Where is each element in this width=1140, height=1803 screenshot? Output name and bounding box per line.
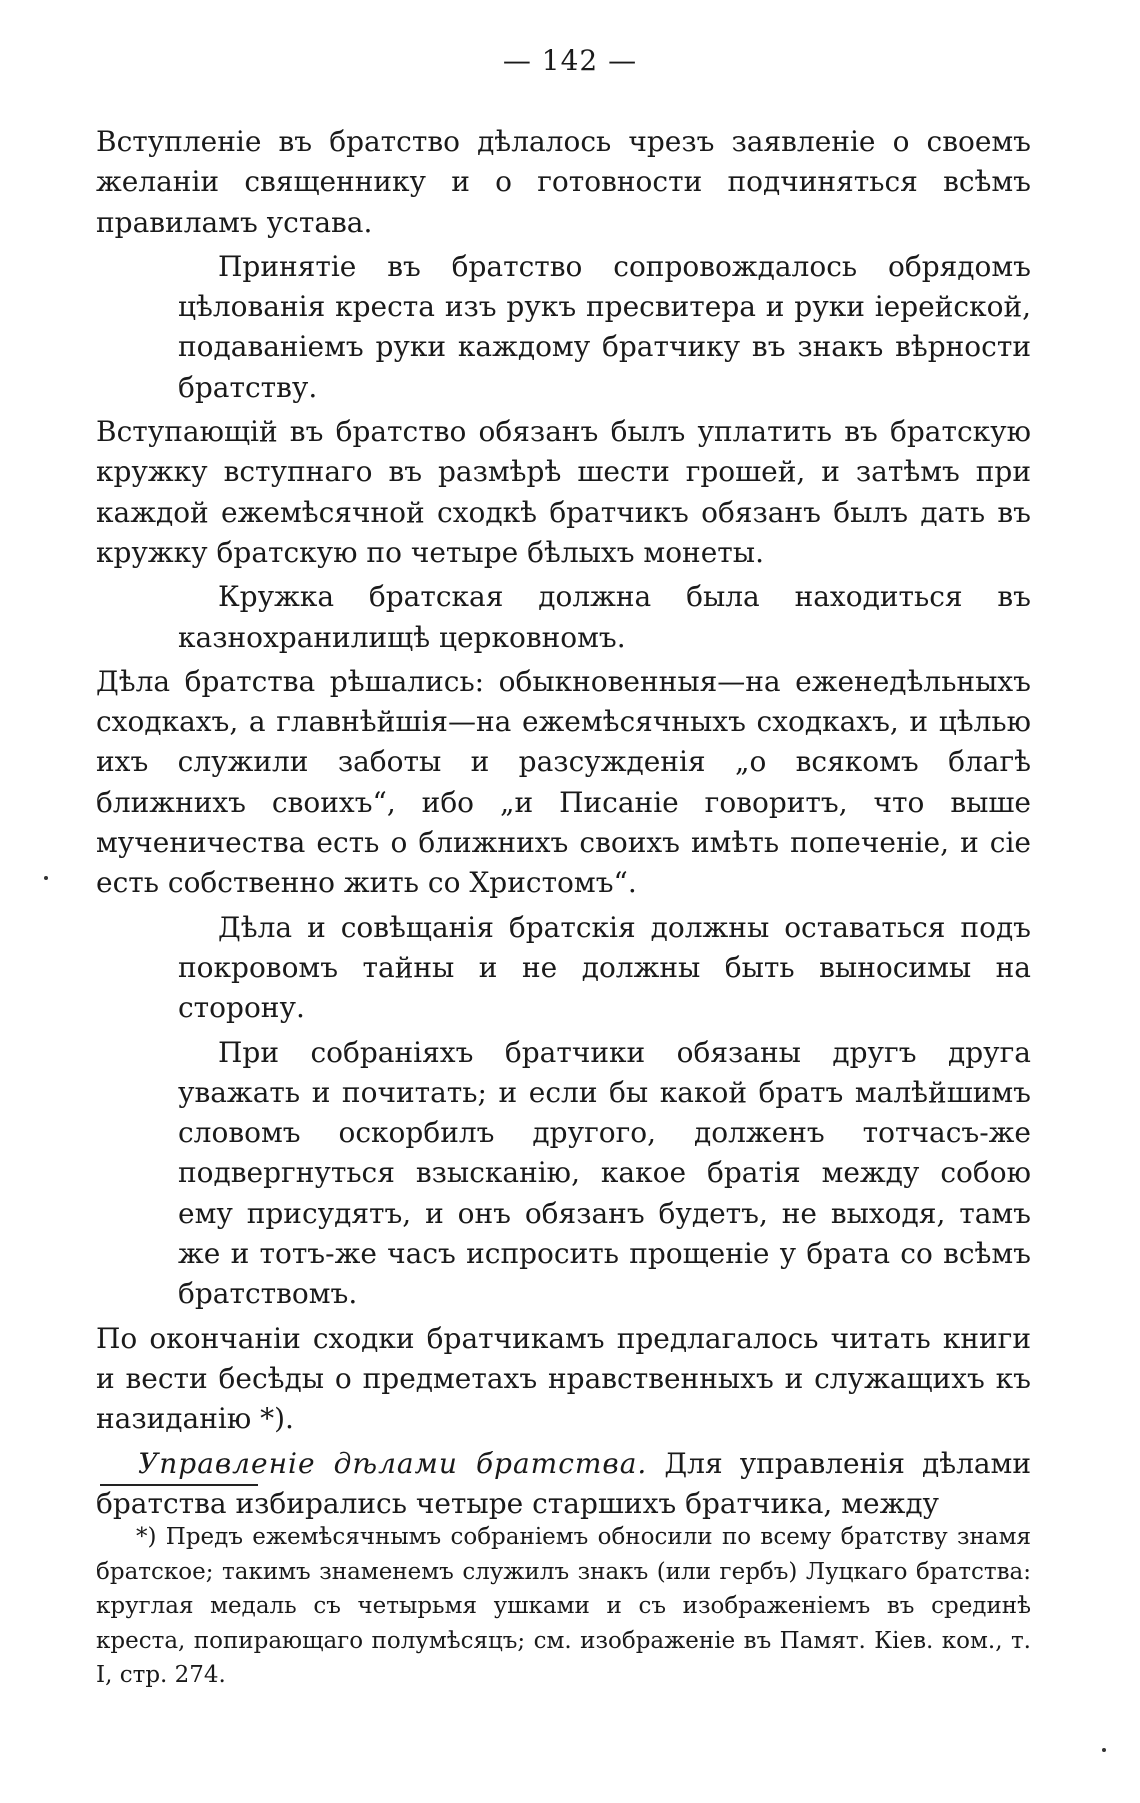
paragraph-entry: Вступленіе въ братство дѣлалось чрезъ заявленіе о своемъ желаніи священнику и о готовности подчиняться всѣмъ правиламъ устава. [96,125,1031,239]
section-text: Для управленія дѣлами братства избирались четыре старшихъ братчика, между [96,1446,1032,1520]
footnote-divider [100,1484,258,1486]
paragraph-acceptance: Принятіе въ братство сопровождалось обрядомъ цѣлованія креста изъ рукъ пресвитера и руки іерейской, подаваніемъ руки каждому братчику въ знакъ вѣрности братству. [178,249,1031,404]
page-number: — 142 — [502,44,638,77]
paragraph-treasury: Кружка братская должна была находиться въ казнохранилищѣ церковномъ. [178,580,1031,654]
paragraph-fee: Вступающій въ братство обязанъ былъ уплатить въ братскую кружку вступнаго въ размѣрѣ шести грошей, и затѣмъ при каждой ежемѣсячной сходкѣ братчикъ обязанъ былъ дать въ кружку братскую по четыре бѣлыхъ монеты. [96,415,1031,569]
footnote: *) Предъ ежемѣсячнымъ собраніемъ обносили по всему братству знамя братское; такимъ знаменемъ служилъ знакъ (или гербъ) Луцкаго братства: круглая медаль съ четырьмя ушками и съ изображеніемъ въ срединѣ креста, попирающаго полумѣсяцъ; см. изображеніе въ Памят. Кіев. ком., т. I, стр. 274. [96,1524,1031,1688]
paragraph-conduct: При собраніяхъ братчики обязаны другъ друга уважать и почитать; и если бы какой братъ малѣйшимъ словомъ оскорбилъ другого, долженъ тотчасъ-же подвергнуться взысканію, какое братія между собою ему присудятъ, и онъ обязанъ будетъ, не выходя, тамъ же и тотъ-же часъ испросить прощеніе у брата со всѣмъ братствомъ. [178,1035,1031,1311]
print-speck [44,876,48,880]
paragraph-meetings: Дѣла братства рѣшались: обыкновенныя—на еженедѣльныхъ сходкахъ, а главнѣйшія—на ежемѣсячныхъ сходкахъ, и цѣлью ихъ служили заботы и разсужденія „о всякомъ благѣ ближнихъ своихъ“, ибо „и Писаніе говоритъ, что выше мученичества есть о ближнихъ своихъ имѣть попеченіе, и сіе есть собственно жить со Христомъ“. [96,664,1031,900]
print-speck [1102,1748,1106,1752]
paragraph-reading: По окончаніи сходки братчикамъ предлагалось читать книги и вести бесѣды о предметахъ нравственныхъ и служащихъ къ назиданію *). [96,1321,1031,1436]
section-heading: Управленіе дѣлами братства. [138,1446,648,1480]
paragraph-secrecy: Дѣла и совѣщанія братскія должны оставаться подъ покровомъ тайны и не должны быть выносимы на сторону. [178,910,1031,1025]
main-text [96,122,1031,1528]
